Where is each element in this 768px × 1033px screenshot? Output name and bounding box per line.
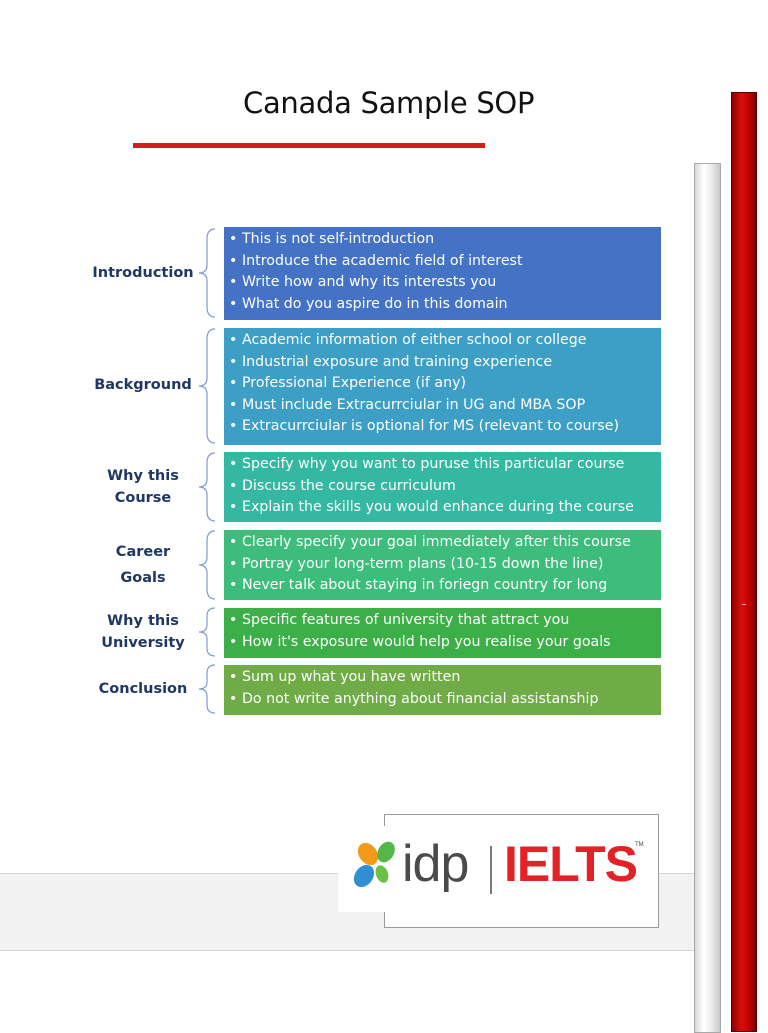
list-item: • Professional Experience (if any) [228, 373, 661, 395]
section-label-background: Background [94, 376, 192, 393]
idp-ielts-logo [338, 826, 648, 912]
list-item: • How it's exposure would help you realise your goals [228, 632, 661, 654]
list-item: • Must include Extracurrciular in UG and MBA SOP [228, 395, 661, 417]
section-box-background [224, 328, 661, 445]
section-label-why-this-course: Why this Course [107, 467, 179, 506]
brace-why-this-course [197, 451, 223, 523]
page-title: Canada Sample SOP [243, 86, 535, 120]
list-item: • Specify why you want to puruse this particular course [228, 454, 661, 476]
list-item: • Portray your long-term plans (10-15 down the line) [228, 554, 661, 576]
list-item: • Never talk about staying in foriegn country for long [228, 575, 661, 597]
title-underline [133, 143, 485, 148]
list-item: • Explain the skills you would enhance during the course [228, 497, 661, 519]
list-item: • Industrial exposure and training experience [228, 352, 661, 374]
list-item: • What do you aspire do in this domain [228, 294, 661, 316]
section-box-career-goals [224, 530, 661, 600]
section-box-why-this-university [224, 608, 661, 658]
section-label-conclusion: Conclusion [98, 680, 188, 697]
list-item: • Introduce the academic field of interest [228, 251, 661, 273]
decorative-dash [742, 604, 746, 605]
brace-introduction [197, 227, 223, 319]
list-item: • Extracurrciular is optional for MS (relevant to course) [228, 416, 661, 438]
section-label-career-goals: Career Goals [115, 544, 171, 586]
list-item: • Discuss the course curriculum [228, 476, 661, 498]
section-box-introduction [224, 227, 661, 320]
idp-flower-icon [352, 840, 402, 902]
brace-career-goals [197, 529, 223, 601]
brand-idp: idp [402, 835, 469, 893]
section-box-why-this-course [224, 452, 661, 522]
list-item: • Specific features of university that attract you [228, 610, 661, 632]
list-item: • Academic information of either school or college [228, 330, 661, 352]
brace-background [197, 327, 223, 445]
section-label-why-this-university: Why this University [101, 612, 185, 651]
trademark-mark: TM [635, 842, 644, 848]
list-item: • This is not self-introduction [228, 229, 661, 251]
list-item: • Write how and why its interests you [228, 272, 661, 294]
brace-conclusion [197, 663, 223, 715]
decorative-red-bar [731, 92, 757, 1032]
list-item: • Clearly specify your goal immediately after this course [228, 532, 661, 554]
list-item: • Sum up what you have written [228, 667, 661, 689]
decorative-grey-bar [694, 163, 721, 1033]
logo-divider [490, 846, 492, 894]
brace-why-this-university [197, 606, 223, 658]
section-label-introduction: Introduction [92, 264, 194, 281]
section-box-conclusion [224, 665, 661, 715]
list-item: • Do not write anything about financial assistanship [228, 689, 661, 711]
brand-ielts: IELTS [504, 836, 637, 892]
